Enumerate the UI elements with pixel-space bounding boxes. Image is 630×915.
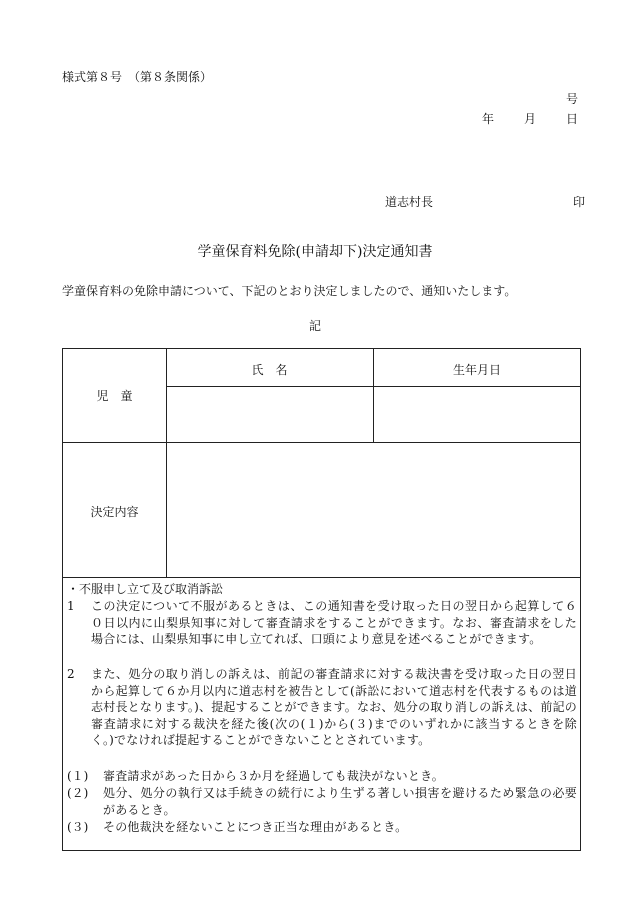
document-number-label: 号 (565, 92, 578, 106)
note-item (67, 598, 577, 648)
note-number: (３) (67, 820, 89, 834)
decision-label: 決定内容 (90, 505, 139, 519)
seal-mark: 印 (572, 195, 585, 209)
note-number: 2 (67, 667, 75, 681)
appeal-notes (62, 577, 581, 851)
issuer-name: 道志村長 (385, 195, 434, 209)
note-item (67, 768, 577, 785)
decision-content-cell[interactable] (167, 443, 580, 577)
note-item (67, 666, 577, 749)
issuer (385, 193, 585, 210)
note-item (67, 819, 577, 836)
notes-heading: ・不服申し立て及び取消訴訟 (67, 582, 224, 596)
note-text: 審査請求があった日から３か月を経過しても裁決がないとき。 (103, 769, 445, 783)
note-text: その他裁決を経ないことにつき正当な理由があるとき。 (103, 820, 408, 834)
decision-table (62, 348, 581, 578)
document-title: 学童保育料免除(申請却下)決定通知書 (197, 244, 433, 260)
document-date (482, 110, 578, 127)
date-year: 年 (481, 112, 494, 126)
form-number: 様式第８号 （第８条関係） (62, 70, 213, 84)
date-day: 日 (565, 112, 578, 126)
name-header: 氏 名 (251, 363, 288, 377)
birthdate-header: 生年月日 (452, 363, 501, 377)
note-item (67, 785, 577, 818)
note-text: 処分、処分の執行又は手続きの続行により生ずる著しい損害を避けるため緊急の必要があるとき。 (103, 786, 577, 817)
note-number: (１) (67, 769, 89, 783)
note-number: 1 (67, 599, 75, 613)
note-text: この決定について不服があるときは、この通知書を受け取った日の翌日から起算して６０日以内に山梨県知事に対して審査請求をすることができます。なお、審査請求をした場合には、山梨県知事に申し立てれば、口頭により意見を述べることができます。 (91, 599, 577, 647)
child-birthdate-cell[interactable] (374, 387, 580, 442)
note-number: (２) (67, 786, 89, 800)
child-name-cell[interactable] (167, 387, 373, 442)
child-label: 児 童 (96, 389, 133, 403)
ki-marker: 記 (308, 319, 321, 333)
note-text: また、処分の取り消しの訴えは、前記の審査請求に対する裁決書を受け取った日の翌日から起算して６か月以内に道志村を被告として(訴訟において道志村を代表するものは道志村長となります。)、提起することができます。なお、処分の取り消しの訴えは、前記の審査請求に対する裁決を経た後(次の(１)から(３)までのいずれかに該当するときを除く。)でなければ提起することができないこととされています。 (91, 667, 577, 748)
document-intro: 学童保育料の免除申請について、下記のとおり決定しましたので、通知いたします。 (62, 284, 517, 298)
date-month: 月 (523, 112, 536, 126)
